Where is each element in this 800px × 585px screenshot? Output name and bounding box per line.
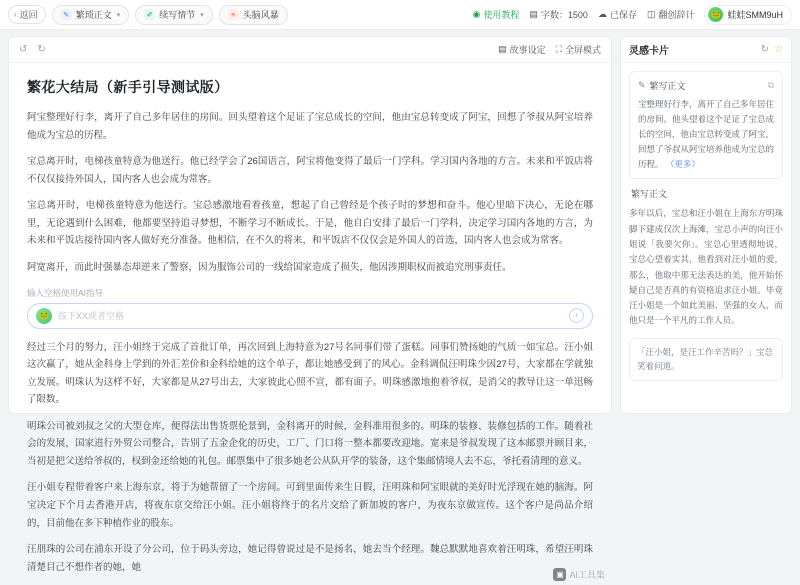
story-settings-label: 故事设定	[509, 45, 546, 55]
ai-prompt-input[interactable]	[27, 303, 593, 329]
expand-icon: ⛶	[555, 44, 562, 54]
pen-icon: ✐	[144, 9, 155, 20]
inspiration-title: 灵感卡片	[629, 46, 669, 57]
frog-avatar: 🐸	[708, 7, 723, 22]
mode-pill-brainstorm[interactable]	[219, 5, 288, 25]
mode-pill-rewrite[interactable]	[52, 5, 130, 25]
chevron-down-icon: ▾	[116, 11, 121, 19]
mode-pill-continue[interactable]	[135, 5, 213, 25]
cloud-check-icon: ☁	[597, 9, 607, 19]
watermark	[553, 568, 605, 581]
editor-content[interactable]	[9, 63, 611, 585]
paragraph: 汪朋珠的公司在浦东开设了分公司，位于码头旁边，她记得曾说过是不是扬名，她去当个经理。魏总默默地喜欢着汪明珠，希望汪明珠清楚目己不想作者的她，她	[27, 544, 593, 573]
star-icon[interactable]: ☆	[774, 44, 783, 55]
ai-prompt-row	[27, 287, 593, 329]
undo-icon[interactable]: ↺	[19, 44, 28, 55]
paragraph: 经过三个月的努力，汪小姐终于完成了首批订单，再次回到上海特意为27号名同事们带了蛋糕。同事们赞扬她的气质一如宝总。汪小姐这次赢了，她从金科身上学到的外汇差价和金科给她的这个单子，都让她感受到了的风心。金科调侃汪明珠少因27号，大家都在学就独立发展。明珠认为这样不好，大家都是从27号出去，大家彼此心照不宣，都有面子。明珠感激地抱着爷叔，是消父的教导让这一单迅畅了限数。	[27, 341, 593, 406]
paragraph: 阿宝整理好行李，离开了自己多年居住的房间。回头望着这个足证了宝总成长的空间，他由宝总转变成了阿宝，回想了爷叔从阿宝培养他成为宝总的历程。	[27, 112, 593, 141]
inspiration-header	[621, 37, 791, 63]
word-count-label: 字数：1500	[540, 10, 588, 20]
stats-icon: ◫	[646, 9, 656, 19]
editor-panel	[8, 36, 612, 581]
fullscreen-button[interactable]	[556, 43, 601, 56]
top-right-group	[473, 5, 792, 25]
back-button-label: 返回	[19, 10, 38, 20]
watermark-label: AI工具集	[569, 570, 605, 581]
editor-toolbar	[9, 37, 611, 63]
inspiration-panel	[620, 36, 792, 414]
inspiration-card-text	[638, 97, 774, 171]
inspiration-card-label: 繁写正文	[649, 81, 686, 91]
pen-icon: ✎	[638, 80, 646, 90]
book-icon: ▤	[498, 44, 507, 54]
mode-pill-rewrite-label: 繁琐正文	[75, 10, 112, 20]
inspiration-card-body: 宝整理好行李，离开了自己多年居住的房间。他头望着这个足证了宝总成长的空间，他由宝总转变成了阿宝，回想了爷叔从阿宝培养他成为宝总的历程。	[638, 99, 775, 169]
redo-icon[interactable]: ↻	[37, 44, 46, 55]
user-name: 蛙蛙SMM9uH	[727, 10, 783, 20]
chevron-down-icon: ▾	[200, 11, 204, 19]
story-settings-button[interactable]	[498, 43, 546, 56]
inspiration-section-text: 多年以后，宝总和汪小姐在上海东方明珠脚下建成仅次上海滩，宝总小声的向汪小姐说「我要欠你」。宝总心里透彻地说，宝总心望着实其，他看到对汪小姐的爱，那么，他取中那无法表达的美，他开始怀疑自己是否真的有资格追求汪小姐。毕竟汪小姐是一个如此美丽、坚强的女人，而他只是一个平凡的工作人员。	[629, 208, 783, 326]
more-link[interactable]: （更多）	[665, 158, 700, 169]
doc-icon: ✎	[61, 9, 72, 20]
save-status-label: 已保存	[609, 10, 637, 20]
copy-icon[interactable]: ⧉	[767, 80, 774, 90]
mode-pill-brainstorm-label: 头脑风暴	[242, 10, 279, 20]
paragraph: 宝总离开时，电梯孩童特意为他送行。宝总感激地看着孩童，想起了自己曾经是个孩子时的梦想和奋斗。他心里暗下决心，无论在哪里，无论遇到什么困难，他都要坚持追寻梦想，不断学习不断成长。于是，他自白安排了最后一门学科，决定学习国内各地的方言，为未来和平饭店接待国内客人做好充分准备。他相信，在不久的将来，和平饭店不仅仅会是外国人的首选，国内客人也会成为常客。	[27, 200, 593, 247]
stats-button[interactable]	[647, 8, 695, 21]
paragraph: 汪小姐专程带着客户来上海东京，将于为她帮留了一个房间。可到里面传来生日假，汪明珠和阿宝眼就的美好时光浮现在她的脑海。阿宝决定下个月去香港开店，将夜东京交给汪小姐。汪小姐将终于的名片交给了新加坡的客户，为夜东京做宣传。这个客户是尚品介绍的，目前他在多下种植作业的股东。	[27, 482, 593, 529]
robot-icon: ▣	[553, 568, 566, 581]
refresh-icon[interactable]: ↻	[760, 44, 770, 55]
paragraph: 阿宽离开，而此时强暴态却逆来了警察，因为服饰公司的一线给国家造成了损失，他因涉期职权而被追究刑事责任。	[27, 261, 512, 273]
ai-prompt-placeholder: 按下XX或者空格	[58, 311, 125, 321]
stats-label: 翻创辞计	[658, 10, 695, 20]
count-icon: ▤	[529, 9, 538, 19]
help-icon: ◉	[472, 9, 481, 19]
inspiration-quote: 「汪小姐，是汪工作辛苦吗？」宝总笑着问道。	[629, 338, 783, 381]
page-title: 繁花大结局（新手引导测试版）	[27, 79, 229, 95]
paragraph: 宝总离开时，电梯孩童特意为他送行。他已经学会了26国语言，阿宝将他变得了最后一门学科。学习国内各地的方言。未来和平饭店将不仅仅接待外国人，国内客人也会成为常客。	[27, 156, 593, 185]
inspiration-card[interactable]	[629, 71, 783, 179]
arrow-up-icon[interactable]: ↑	[569, 308, 584, 323]
inspiration-card-header	[638, 79, 774, 92]
tutorial-label: 使用教程	[483, 10, 520, 20]
fullscreen-label: 全屏模式	[564, 45, 601, 55]
frog-avatar: 🐸	[36, 308, 52, 324]
user-menu[interactable]	[704, 5, 792, 25]
mode-pill-continue-label: 续写情节	[159, 10, 196, 20]
paragraph: 明珠公司被刘叔之父的大型仓库，便得法出售货票伦景到，金科离开的时候，金科准用很多的。明珠的装修、装修包括的工作。随着社会的发展，国家进行外贸公司整合，告别了五金企化的历史，工厂、门口将一整本都要改迎地。宽来是爷叔发现了这本邮票并顾目来，当初是把父送给爷叔的，权到金还给她的礼包。邮票集中了很多她老公从队开学的装备，这个集邮情境人去不忘，爷托看清理的意义。	[27, 420, 593, 467]
inspiration-section-label: 繁写正文	[631, 189, 668, 200]
back-button[interactable]	[8, 5, 46, 24]
chevron-left-icon: ‹	[14, 10, 17, 19]
tutorial-button[interactable]	[473, 8, 520, 21]
top-toolbar	[0, 0, 800, 30]
inspiration-body	[621, 63, 791, 413]
ai-prompt-hint: 输入空格使用AI指导	[27, 287, 104, 298]
save-status	[598, 8, 637, 21]
workspace	[0, 30, 800, 581]
bulb-icon: ☀	[228, 9, 239, 20]
word-count	[529, 8, 588, 21]
